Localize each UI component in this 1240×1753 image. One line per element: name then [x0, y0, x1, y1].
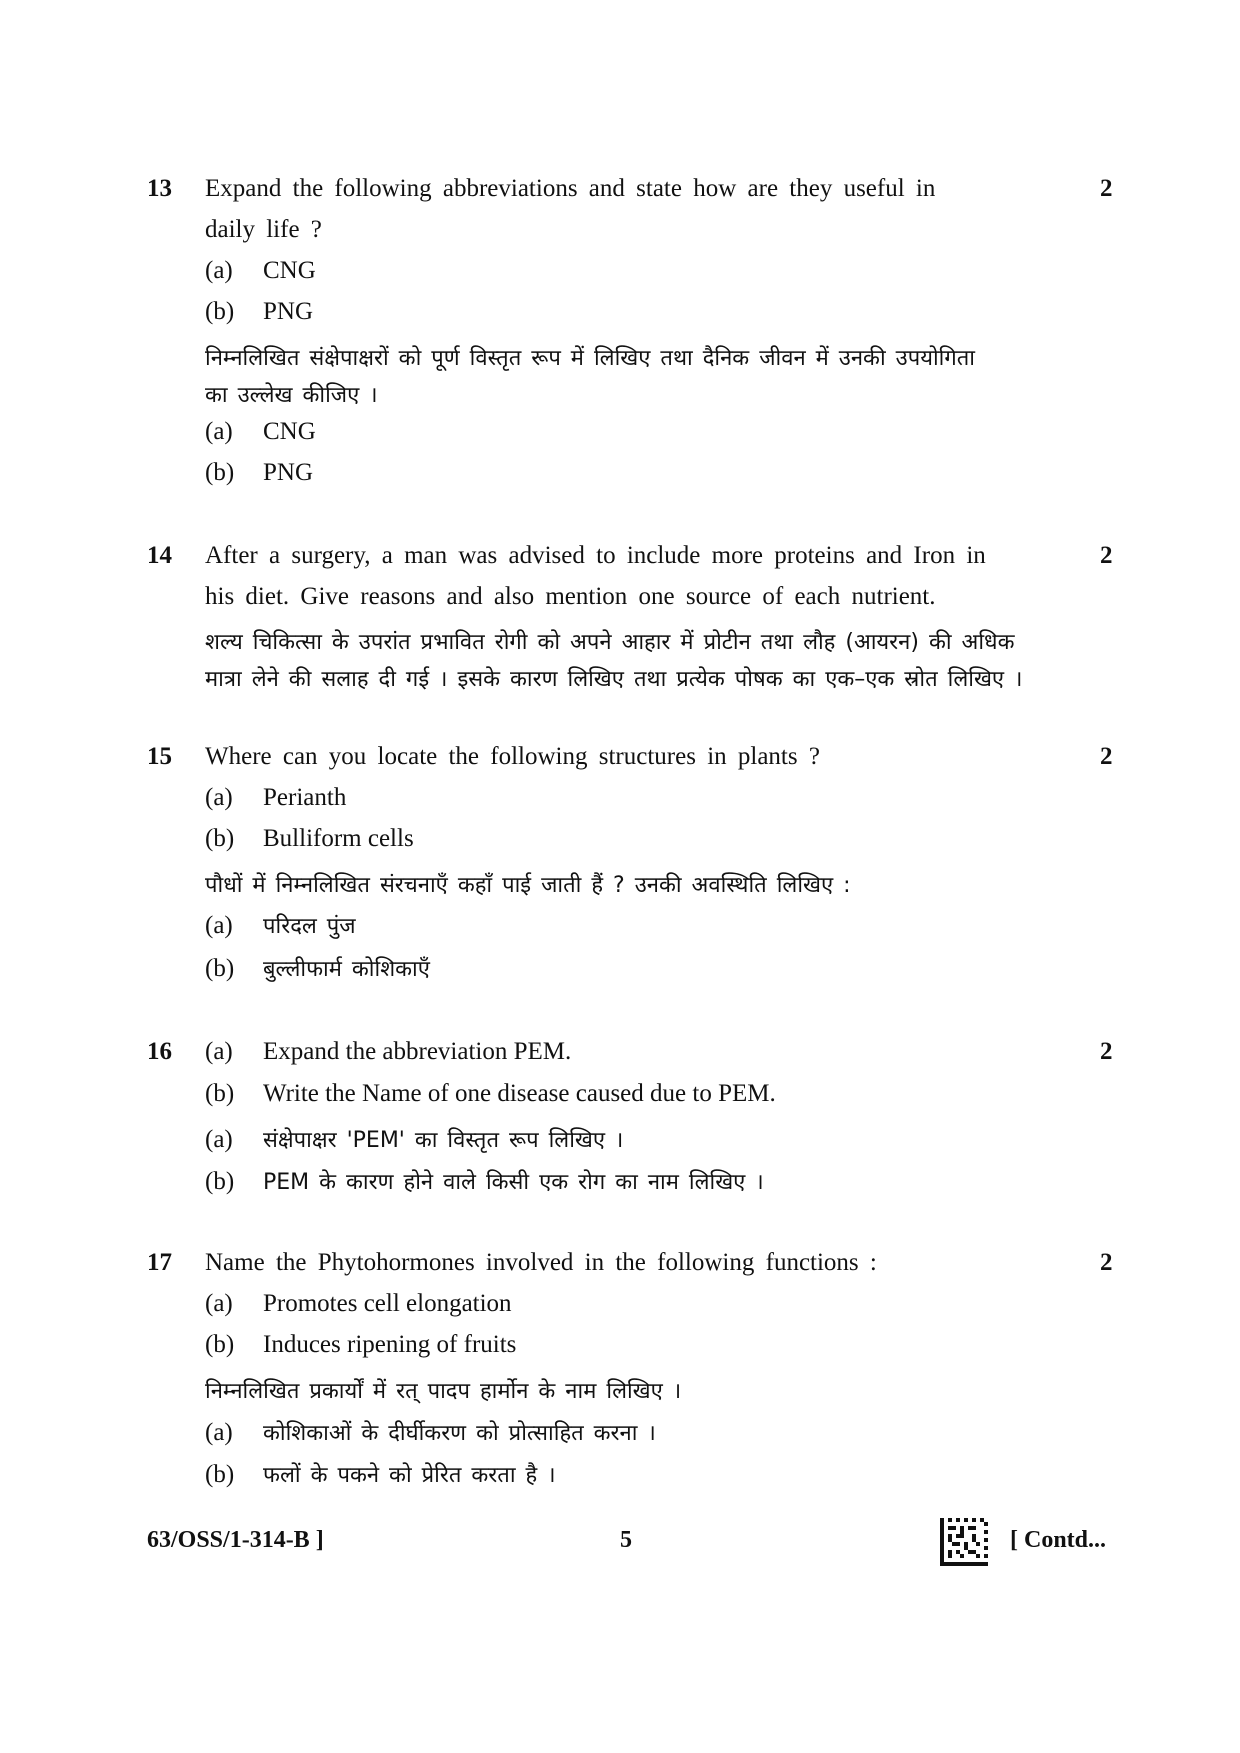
question-text-hi: मात्रा लेने की सलाह दी गई । इसके कारण लिखिए तथा प्रत्येक पोषक का एक–एक स्रोत लिखिए ।: [205, 667, 1023, 692]
option-en: (b) Induces ripening of fruits: [205, 1331, 517, 1358]
question-text-hi: निम्नलिखित संक्षेपाक्षरों को पूर्ण विस्तृत रूप में लिखिए तथा दैनिक जीवन में उनकी उपयोगिता: [205, 346, 975, 371]
option-en: (b) Bulliform cells: [205, 825, 414, 852]
question-marks: 2: [1100, 542, 1113, 569]
option-en: (a) Expand the abbreviation PEM.: [205, 1038, 572, 1065]
question-text-en: Name the Phytohormones involved in the following functions :: [205, 1249, 877, 1276]
question-text-en: Expand the following abbreviations and state how are they useful in: [205, 175, 936, 202]
question-marks: 2: [1100, 175, 1113, 202]
question-text-en: daily life ?: [205, 216, 322, 243]
paper-code: 63/OSS/1-314-B ]: [147, 1527, 324, 1553]
option-hi: (a) संक्षेपाक्षर 'PEM' का विस्तृत रूप लिखिए ।: [205, 1126, 624, 1153]
question-marks: 2: [1100, 743, 1113, 770]
question-text-en: Where can you locate the following structures in plants ?: [205, 743, 820, 770]
option-en: (a) CNG: [205, 257, 316, 284]
option-en: (a) Perianth: [205, 784, 347, 811]
continued-label: [ Contd...: [1010, 1527, 1107, 1553]
datamatrix-code-icon: [940, 1518, 988, 1566]
question-number: 17: [147, 1249, 172, 1276]
question-text-hi: का उल्लेख कीजिए ।: [205, 383, 378, 408]
question-number: 15: [147, 743, 172, 770]
option-en: (b) Write the Name of one disease caused due to PEM.: [205, 1080, 776, 1107]
question-number: 16: [147, 1038, 172, 1065]
option-hi: (b) फलों के पकने को प्रेरित करता है ।: [205, 1461, 556, 1488]
question-text-en: his diet. Give reasons and also mention one source of each nutrient.: [205, 583, 936, 610]
question-number: 13: [147, 175, 172, 202]
option-hi: (b) PEM के कारण होने वाले किसी एक रोग का नाम लिखिए ।: [205, 1168, 764, 1195]
question-text-hi: निम्नलिखित प्रकार्यों में रत् पादप हार्मोन के नाम लिखिए ।: [205, 1379, 682, 1404]
option-en: (a) Promotes cell elongation: [205, 1290, 512, 1317]
question-number: 14: [147, 542, 172, 569]
option-en: (b) PNG: [205, 298, 314, 325]
question-text-en: After a surgery, a man was advised to include more proteins and Iron in: [205, 542, 986, 569]
option-hi: (a) CNG: [205, 418, 316, 445]
option-hi: (b) PNG: [205, 459, 314, 486]
question-text-hi: पौधों में निम्नलिखित संरचनाएँ कहाँ पाई जाती हैं ? उनकी अवस्थिति लिखिए :: [205, 873, 851, 898]
option-hi: (b) बुल्लीफार्म कोशिकाएँ: [205, 955, 430, 982]
question-marks: 2: [1100, 1038, 1113, 1065]
page-number: 5: [620, 1527, 632, 1553]
option-hi: (a) कोशिकाओं के दीर्घीकरण को प्रोत्साहित करना ।: [205, 1419, 656, 1446]
question-text-hi: शल्य चिकित्सा के उपरांत प्रभावित रोगी को अपने आहार में प्रोटीन तथा लौह (आयरन) की अधिक: [205, 630, 1015, 655]
question-marks: 2: [1100, 1249, 1113, 1276]
option-hi: (a) परिदल पुंज: [205, 912, 356, 939]
